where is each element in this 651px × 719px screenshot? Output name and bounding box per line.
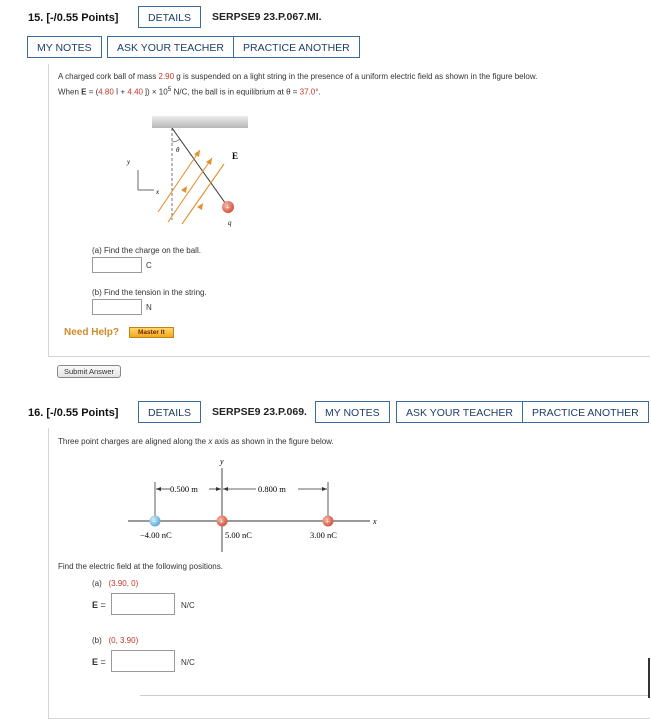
plus-sign: +: [219, 517, 224, 526]
field-arrowhead: [206, 158, 212, 165]
unit-newton: N: [146, 303, 152, 312]
need-help-label: Need Help?: [64, 327, 120, 338]
distance-label-1: 0.500 m: [170, 484, 198, 494]
divider: [140, 695, 649, 696]
plus-sign: +: [325, 517, 330, 526]
field-arrowhead: [181, 186, 187, 193]
theta-label: θ: [176, 146, 180, 154]
details-button-q16[interactable]: DETAILS: [138, 401, 201, 423]
problem-code-q16: SERPSE9 23.P.069.: [212, 406, 307, 418]
three-charges-figure: [120, 452, 390, 552]
unit-N-per-C-b: N/C: [181, 658, 195, 667]
E-label-b: E =: [92, 657, 106, 667]
y-axis-label: y: [127, 158, 131, 166]
dimension-arrowhead: [223, 487, 228, 491]
charge-q3-label: 3.00 nC: [310, 530, 337, 540]
distance-label-2: 0.800 m: [258, 484, 286, 494]
scrollbar[interactable]: [648, 658, 650, 698]
dimension-arrowhead: [216, 487, 221, 491]
minus-sign: −: [152, 517, 158, 526]
vector-E-symbol: E: [81, 87, 87, 97]
x-axis-label: x: [156, 188, 160, 196]
ask-teacher-button-q16[interactable]: ASK YOUR TEACHER: [396, 401, 523, 423]
unit-coulomb: C: [146, 261, 152, 270]
answer-input-field-b[interactable]: [111, 650, 175, 672]
E-label-a: E =: [92, 600, 106, 610]
question-15-header: 15. [-/0.55 Points]: [28, 12, 119, 24]
part-b-position-q16: (b) (0, 3.90): [92, 636, 139, 645]
E-vector-label: E: [232, 151, 239, 161]
field-arrowhead: [197, 203, 203, 210]
my-notes-button-q16[interactable]: MY NOTES: [315, 401, 390, 423]
ceiling: [152, 116, 248, 128]
field-line: [158, 150, 200, 212]
charge-q1-label: −4.00 nC: [140, 530, 172, 540]
part-a-prompt-q15: (a) Find the charge on the ball.: [92, 246, 201, 255]
cork-ball-figure: [120, 112, 260, 228]
part-a-position-q16: (a) (3.90, 0): [92, 579, 139, 588]
my-notes-button-q15[interactable]: MY NOTES: [27, 36, 102, 58]
q15-statement-line1: A charged cork ball of mass 2.90 g is suspended on a light string in the presence of a uniform electric field as shown in the figure below.: [58, 72, 538, 81]
question-16-header: 16. [-/0.55 Points]: [28, 407, 119, 419]
master-it-button[interactable]: Master It: [129, 327, 174, 338]
charge-label-q: q: [228, 219, 232, 227]
theta-arc: [172, 139, 180, 142]
answer-input-tension[interactable]: [92, 299, 142, 315]
field-arrowhead: [194, 150, 200, 157]
q16-statement: Three point charges are aligned along the x axis as shown in the figure below.: [58, 437, 334, 446]
practice-another-button-q15[interactable]: PRACTICE ANOTHER: [233, 36, 360, 58]
details-button-q15[interactable]: DETAILS: [138, 6, 201, 28]
answer-input-charge[interactable]: [92, 257, 142, 273]
x-axis-label: x: [373, 517, 377, 526]
unit-N-per-C-a: N/C: [181, 601, 195, 610]
dimension-arrowhead: [156, 487, 161, 491]
field-line: [182, 164, 224, 224]
practice-another-button-q16[interactable]: PRACTICE ANOTHER: [522, 401, 649, 423]
answer-input-field-a[interactable]: [111, 593, 175, 615]
part-b-prompt-q15: (b) Find the tension in the string.: [92, 288, 207, 297]
charge-q2-label: 5.00 nC: [225, 530, 252, 540]
submit-answer-button[interactable]: Submit Answer: [57, 365, 121, 378]
plus-sign: +: [225, 203, 230, 212]
y-axis-label: y: [220, 457, 224, 466]
ask-teacher-button-q15[interactable]: ASK YOUR TEACHER: [107, 36, 234, 58]
find-field-prompt: Find the electric field at the following positions.: [58, 562, 223, 571]
dimension-arrowhead: [322, 487, 327, 491]
string: [172, 128, 228, 207]
problem-code-q15: SERPSE9 23.P.067.MI.: [212, 11, 322, 23]
q15-statement-line2: When E = (4.80 î + 4.40 ĵ) × $10^5$ N/C, the ball is in equilibrium at θ = 37.0°.: [58, 86, 321, 97]
